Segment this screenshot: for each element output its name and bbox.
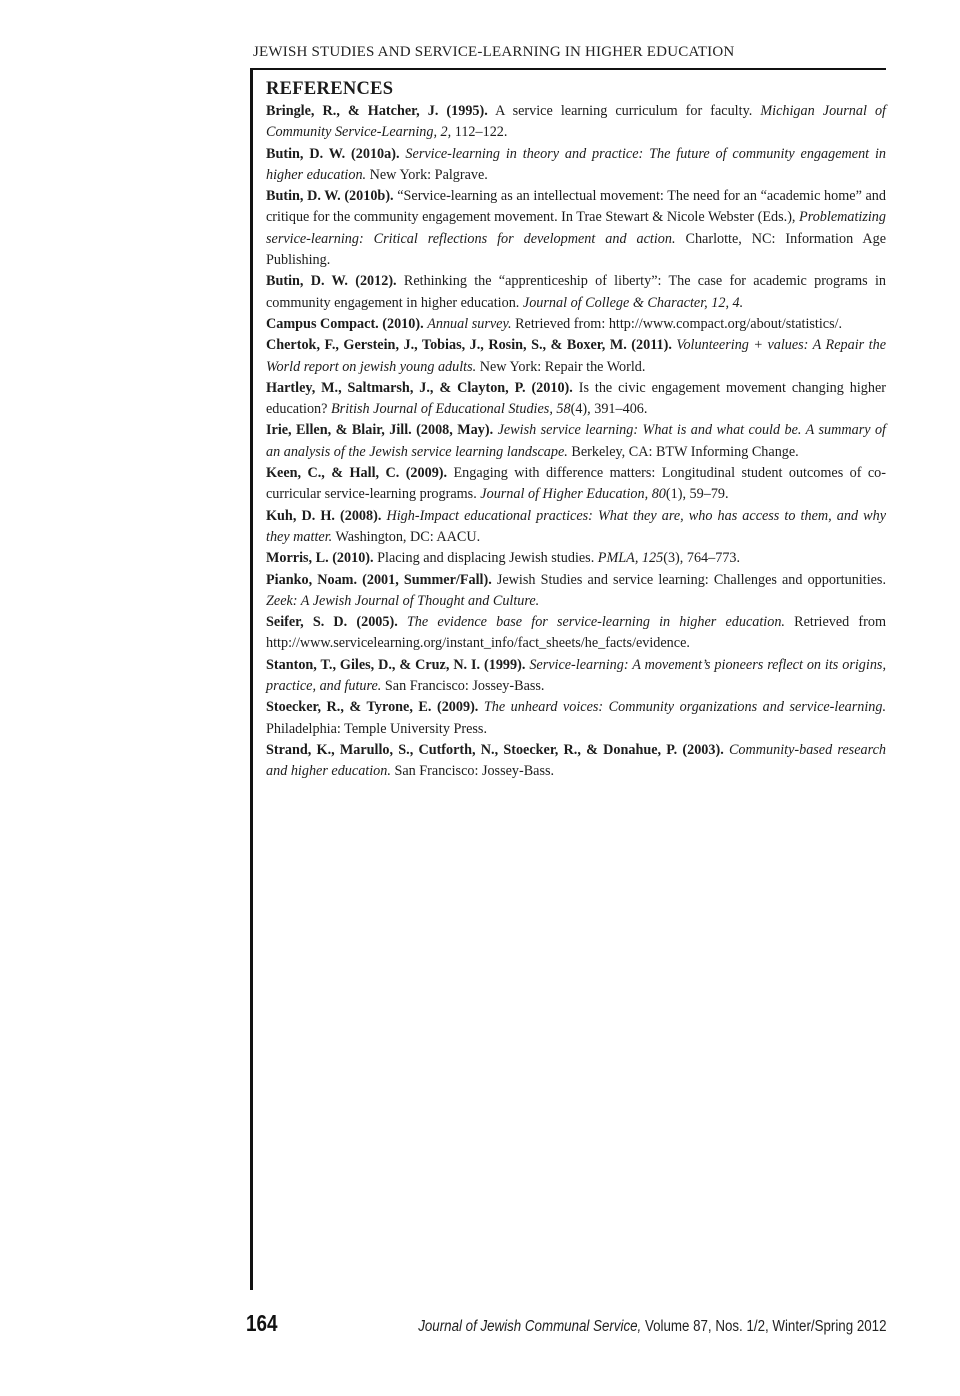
reference-title: Annual survey. <box>427 315 512 332</box>
reference-authors: Butin, D. W. (2012). <box>266 273 397 290</box>
reference-title: Community-based research and higher education. <box>266 741 886 780</box>
reference-entry <box>266 740 886 783</box>
reference-text: A service learning curriculum for faculty. <box>487 103 761 119</box>
reference-publisher: (4), 391–406. <box>570 401 648 418</box>
reference-title: Service-learning: A movement’s pioneers reflect on its origins, practice, and future. <box>266 656 886 695</box>
reference-text: Placing and displacing Jewish studies. <box>373 550 598 567</box>
reference-entry <box>266 186 886 271</box>
reference-authors: Stoecker, R., & Tyrone, E. (2009). <box>266 699 479 716</box>
margin-rule <box>250 68 253 1290</box>
reference-title: British Journal of Educational Studies, 58 <box>331 401 571 418</box>
reference-entry <box>266 506 886 549</box>
reference-authors: Stanton, T., Giles, D., & Cruz, N. I. (1999). <box>266 656 526 673</box>
reference-authors: Strand, K., Marullo, S., Cutforth, N., Stoecker, R., & Donahue, P. (2003). <box>266 741 724 758</box>
reference-entry <box>266 655 886 698</box>
reference-text: “Service-learning as an intellectual movement: The need for an “academic home” and critique for the community engagement movement. In Trae Stewart & Nicole Webster (Eds.), <box>266 188 886 226</box>
reference-entry <box>266 697 886 740</box>
reference-publisher: Retrieved from: http://www.compact.org/about/statistics/. <box>511 315 843 332</box>
journal-citation <box>418 1318 886 1336</box>
reference-entry <box>266 548 886 569</box>
reference-text: Jewish Studies and service learning: Challenges and opportunities. <box>491 571 886 588</box>
reference-text: Rethinking the “apprenticeship of liberty”: The case for academic programs in community engagement in higher education. <box>266 273 887 311</box>
reference-authors: Seifer, S. D. (2005). <box>266 614 398 631</box>
reference-publisher: San Francisco: Jossey-Bass. <box>390 763 555 780</box>
reference-title: Journal of College & Character, 12, 4. <box>522 294 744 311</box>
reference-authors: Butin, D. W. (2010b). <box>266 188 394 205</box>
reference-authors: Morris, L. (2010). <box>266 550 374 567</box>
reference-title: Michigan Journal of Community Service-Learning, 2, <box>266 103 886 141</box>
reference-entry <box>266 420 886 463</box>
references-section <box>266 78 886 783</box>
reference-entry <box>266 144 886 187</box>
reference-list <box>266 101 886 783</box>
reference-authors: Hartley, M., Saltmarsh, J., & Clayton, P. (2010). <box>266 379 573 396</box>
section-heading: REFERENCES <box>266 79 394 99</box>
header-rule <box>250 68 886 70</box>
reference-title: Zeek: A Jewish Journal of Thought and Culture. <box>266 592 540 609</box>
reference-publisher: Philadelphia: Temple University Press. <box>266 720 487 737</box>
reference-entry <box>266 271 886 314</box>
reference-authors: Pianko, Noam. (2001, Summer/Fall). <box>266 571 492 588</box>
reference-publisher: San Francisco: Jossey-Bass. <box>381 678 545 695</box>
reference-publisher: (1), 59–79. <box>665 486 729 503</box>
reference-title: Jewish service learning: What is and what could be. A summary of an analysis of the Jewish service learning landscape. <box>266 422 887 460</box>
reference-text: Engaging with difference matters: Longitudinal student outcomes of co-curricular service-learning programs. <box>266 465 887 503</box>
reference-publisher: New York: Repair the World. <box>476 358 646 375</box>
reference-entry <box>266 612 886 655</box>
reference-authors: Keen, C., & Hall, C. (2009). <box>266 465 448 482</box>
reference-publisher: Charlotte, NC: Information Age Publishing. <box>266 230 886 269</box>
reference-text: Is the civic engagement movement changing higher education? <box>266 379 887 418</box>
reference-authors: Kuh, D. H. (2008). <box>266 507 382 524</box>
reference-publisher: (3), 764–773. <box>663 550 741 567</box>
journal-issue: Volume 87, Nos. 1/2, Winter/Spring 2012 <box>640 1318 886 1335</box>
reference-title: PMLA, 125 <box>597 550 664 567</box>
reference-publisher: 112–122. <box>451 124 508 141</box>
reference-entry <box>266 570 886 613</box>
reference-publisher: New York: Palgrave. <box>366 166 488 183</box>
reference-entry <box>266 378 886 421</box>
reference-publisher: Washington, DC: AACU. <box>332 528 481 545</box>
reference-authors: Campus Compact. (2010). <box>266 315 424 332</box>
running-head: JEWISH STUDIES AND SERVICE-LEARNING IN HIGHER EDUCATION <box>253 44 735 60</box>
reference-title: High-Impact educational practices: What they are, who has access to them, and why they matter. <box>266 507 886 545</box>
reference-publisher: Berkeley, CA: BTW Informing Change. <box>567 443 799 460</box>
reference-entry <box>266 314 886 335</box>
reference-authors: Bringle, R., & Hatcher, J. (1995). <box>266 103 488 119</box>
reference-title: Service-learning in theory and practice: The future of community engagement in higher education. <box>266 145 887 183</box>
reference-title: The unheard voices: Community organizations and service-learning. <box>483 699 887 716</box>
reference-authors: Butin, D. W. (2010a). <box>266 145 400 162</box>
reference-publisher: Retrieved from http://www.servicelearning.org/instant_info/fact_sheets/he_facts/evidence. <box>266 614 886 652</box>
reference-entry <box>266 463 886 506</box>
page-number: 164 <box>246 1310 278 1336</box>
reference-authors: Irie, Ellen, & Blair, Jill. (2008, May). <box>266 422 494 439</box>
reference-title: Problematizing service-learning: Critical reflections for development and action. <box>266 209 886 247</box>
reference-entry <box>266 101 886 144</box>
reference-title: Volunteering + values: A Repair the World report on jewish young adults. <box>266 337 886 375</box>
reference-title: Journal of Higher Education, 80 <box>480 486 666 503</box>
journal-title: Journal of Jewish Communal Service, <box>417 1318 641 1335</box>
reference-title: The evidence base for service-learning in higher education. <box>406 614 785 631</box>
reference-entry <box>266 335 886 378</box>
reference-text <box>398 614 407 630</box>
reference-authors: Chertok, F., Gerstein, J., Tobias, J., Rosin, S., & Boxer, M. (2011). <box>266 337 672 354</box>
